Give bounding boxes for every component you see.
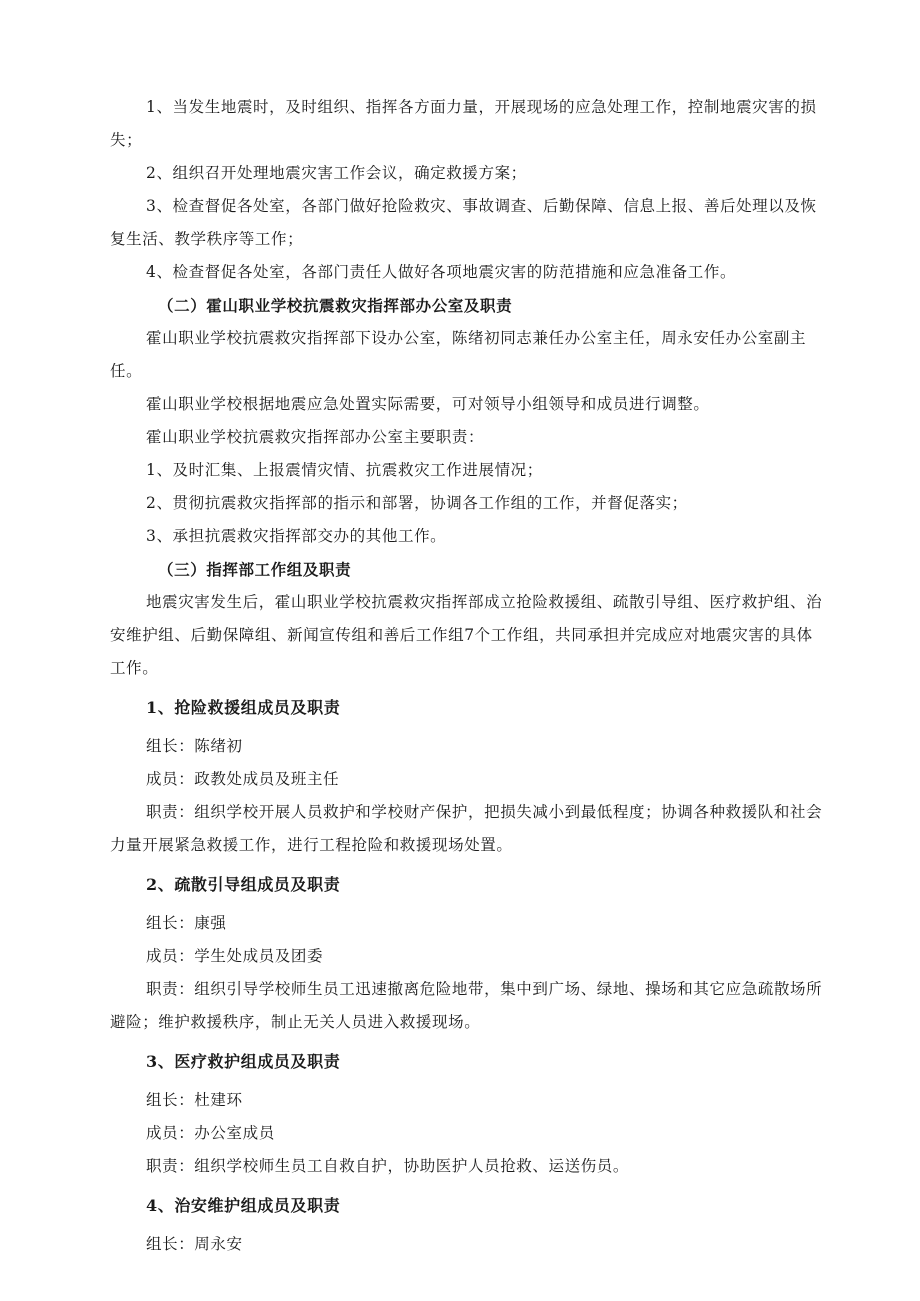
group-heading-evacuation: 2、疏散引导组成员及职责: [146, 875, 341, 894]
paragraph-duty-4: 4、检查督促各处室，各部门责任人做好各项地震灾害的防范措施和应急准备工作。: [146, 263, 737, 281]
group-members-evacuation: 成员：学生处成员及团委: [146, 947, 324, 965]
paragraph-duty-3: 3、检查督促各处室，各部门做好抢险救灾、事故调查、后勤保障、信息上报、善后处理以及恢复生活、教学秩序等工作；: [110, 197, 817, 248]
group-members-rescue: 成员：政教处成员及班主任: [146, 770, 340, 788]
group-leader-medical: 组长：杜建环: [146, 1091, 243, 1109]
group-heading-security: 4、治安维护组成员及职责: [146, 1196, 341, 1215]
group-leader-evacuation: 组长：康强: [146, 914, 227, 932]
paragraph-office-duties-intro: 霍山职业学校抗震救灾指挥部办公室主要职责：: [146, 428, 485, 446]
section-heading-working-groups: （三）指挥部工作组及职责: [158, 560, 352, 579]
paragraph-office-setup: 霍山职业学校抗震救灾指挥部下设办公室，陈绪初同志兼任办公室主任，周永安任办公室副主任。: [110, 329, 807, 380]
section-heading-office: （二）霍山职业学校抗震救灾指挥部办公室及职责: [158, 296, 513, 315]
paragraph-office-duty-1: 1、及时汇集、上报震情灾情、抗震救灾工作进展情况；: [146, 461, 543, 479]
group-leader-security: 组长：周永安: [146, 1235, 243, 1253]
group-duties-evacuation: 职责：组织引导学校师生员工迅速撤离危险地带，集中到广场、绿地、操场和其它应急疏散场所避险；维护救援秩序，制止无关人员进入救援现场。: [110, 980, 823, 1031]
group-heading-medical: 3、医疗救护组成员及职责: [146, 1052, 341, 1071]
group-duties-medical: 职责：组织学校师生员工自救自护，协助医护人员抢救、运送伤员。: [146, 1157, 630, 1175]
group-members-medical: 成员：办公室成员: [146, 1124, 275, 1142]
group-heading-rescue: 1、抢险救援组成员及职责: [146, 698, 341, 717]
group-leader-rescue: 组长：陈绪初: [146, 737, 243, 755]
group-duties-rescue: 职责：组织学校开展人员救护和学校财产保护，把损失减小到最低程度；协调各种救援队和社会力量开展紧急救援工作，进行工程抢险和救援现场处置。: [110, 803, 823, 854]
paragraph-office-adjust: 霍山职业学校根据地震应急处置实际需要，可对领导小组领导和成员进行调整。: [146, 395, 710, 413]
paragraph-duty-2: 2、组织召开处理地震灾害工作会议，确定救援方案；: [146, 164, 527, 182]
paragraph-office-duty-3: 3、承担抗震救灾指挥部交办的其他工作。: [146, 527, 447, 545]
paragraph-working-groups-intro: 地震灾害发生后，霍山职业学校抗震救灾指挥部成立抢险救援组、疏散引导组、医疗救护组、治安维护组、后勤保障组、新闻宣传组和善后工作组7个工作组，共同承担并完成应对地震灾害的具体工作。: [110, 593, 823, 677]
paragraph-office-duty-2: 2、贯彻抗震救灾指挥部的指示和部署，协调各工作组的工作，并督促落实；: [146, 494, 688, 512]
paragraph-duty-1: 1、当发生地震时，及时组织、指挥各方面力量，开展现场的应急处理工作，控制地震灾害的损失；: [110, 98, 817, 149]
